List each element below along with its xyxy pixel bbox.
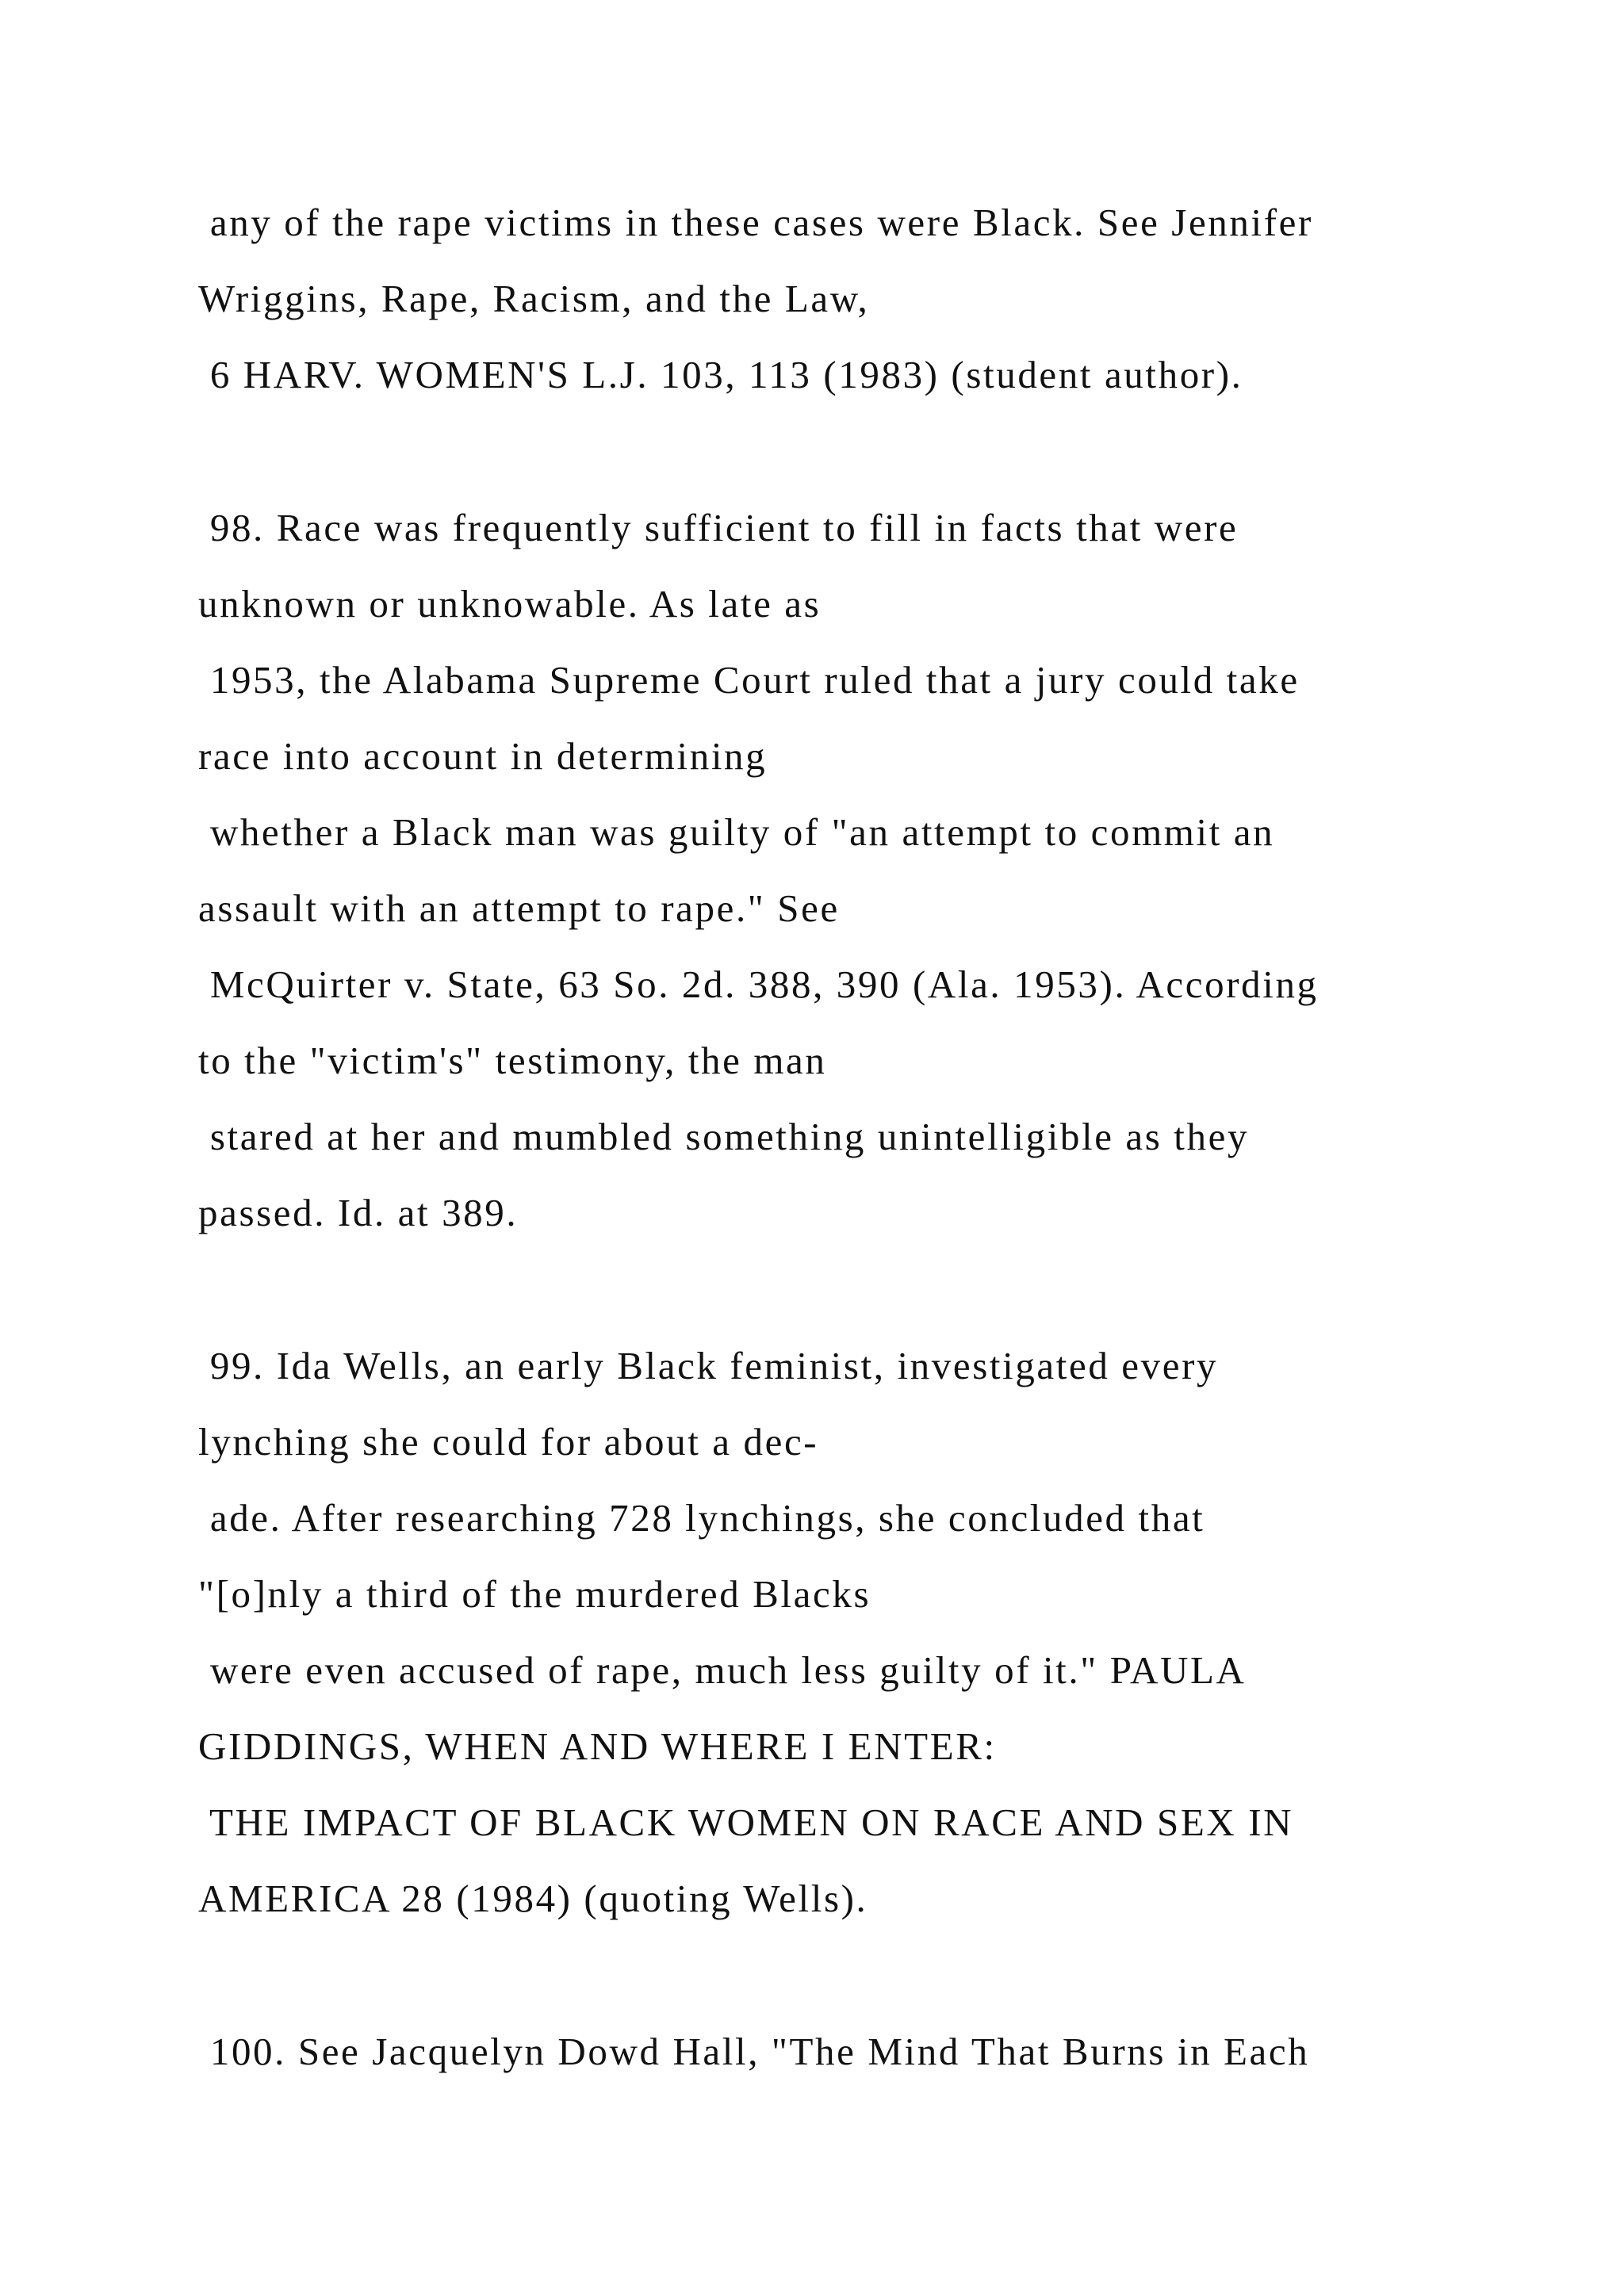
text-line: any of the rape victims in these cases were Black. See Jennifer xyxy=(198,201,1313,244)
text-line: 100. See Jacquelyn Dowd Hall, "The Mind That Burns in Each xyxy=(198,2030,1310,2073)
text-line: stared at her and mumbled something unintelligible as they xyxy=(198,1115,1250,1158)
text-line: to the "victim's" testimony, the man xyxy=(198,1039,827,1082)
text-line: whether a Black man was guilty of "an attempt to commit an xyxy=(198,810,1275,854)
text-line: lynching she could for about a dec- xyxy=(198,1420,819,1464)
text-line: ade. After researching 728 lynchings, she concluded that xyxy=(198,1496,1205,1540)
text-line: "[o]nly a third of the murdered Blacks xyxy=(198,1572,871,1616)
text-line: AMERICA 28 (1984) (quoting Wells). xyxy=(198,1877,868,1920)
text-line: 99. Ida Wells, an early Black feminist, investigated every xyxy=(198,1344,1219,1387)
text-line: 6 HARV. WOMEN'S L.J. 103, 113 (1983) (student author). xyxy=(198,353,1243,396)
text-line: GIDDINGS, WHEN AND WHERE I ENTER: xyxy=(198,1724,997,1768)
text-line: race into account in determining xyxy=(198,734,768,778)
text-line: McQuirter v. State, 63 So. 2d. 388, 390 (Ala. 1953). According xyxy=(198,962,1319,1006)
text-line: Wriggins, Rape, Racism, and the Law, xyxy=(198,277,870,320)
text-line: were even accused of rape, much less guilty of it." PAULA xyxy=(198,1648,1247,1692)
text-line: 1953, the Alabama Supreme Court ruled that a jury could take xyxy=(198,658,1300,702)
text-line: 98. Race was frequently sufficient to fill in facts that were xyxy=(198,506,1239,549)
text-line: unknown or unknowable. As late as xyxy=(198,582,822,626)
text-line: passed. Id. at 389. xyxy=(198,1191,519,1234)
text-line: assault with an attempt to rape." See xyxy=(198,886,840,930)
text-line: THE IMPACT OF BLACK WOMEN ON RACE AND SEX IN xyxy=(198,1800,1294,1844)
